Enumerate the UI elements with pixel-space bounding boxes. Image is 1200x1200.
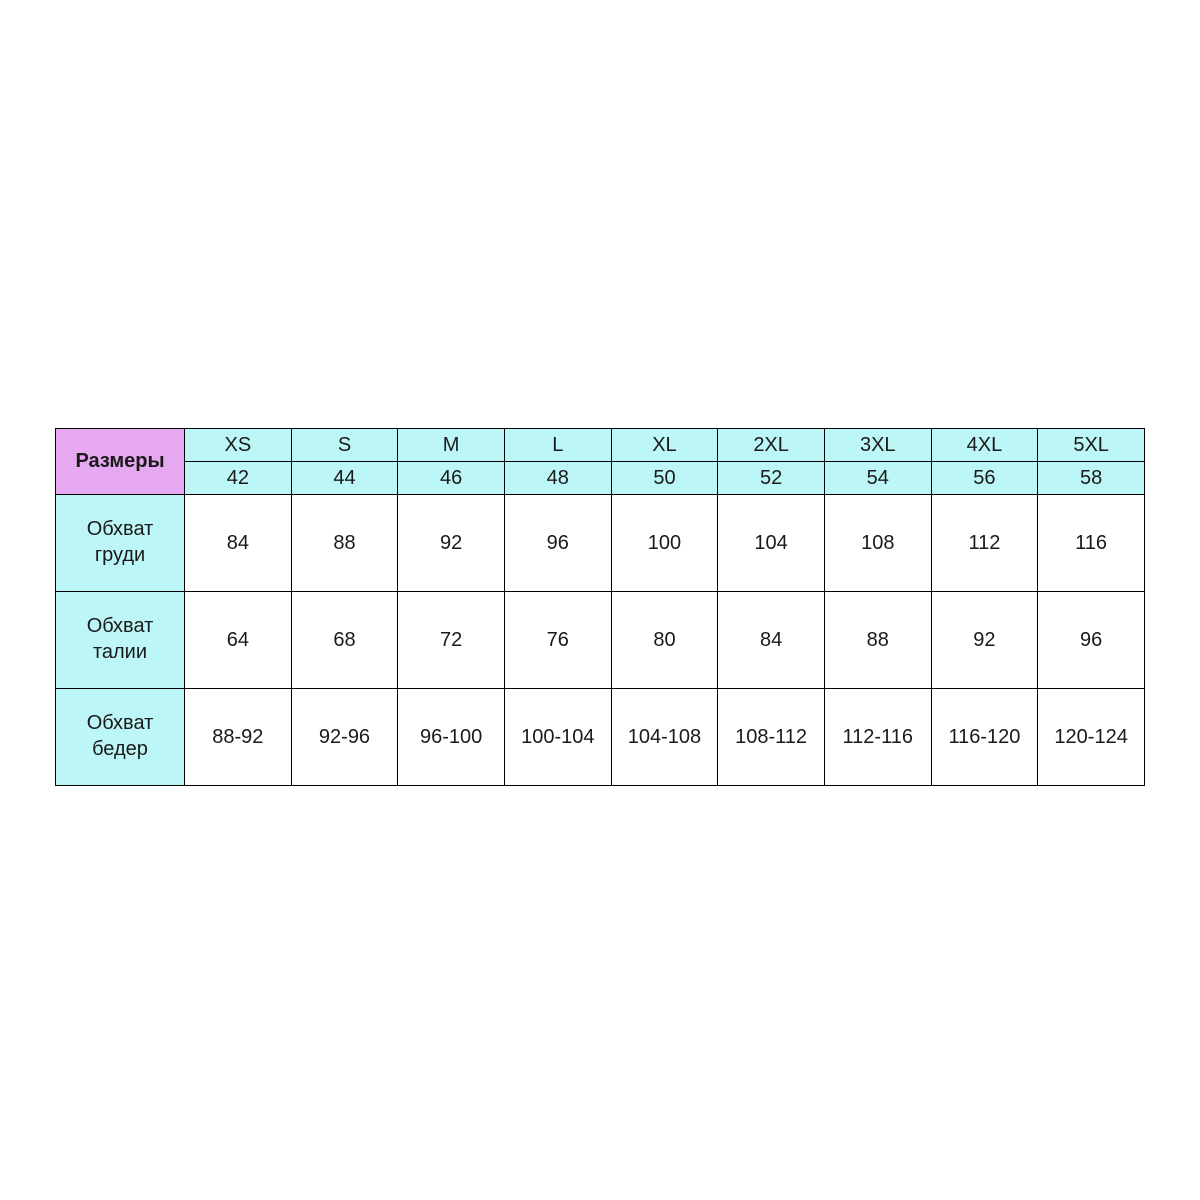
cell-chest-3xl: 108: [824, 495, 931, 592]
cell-chest-xs: 84: [185, 495, 292, 592]
size-chart-corner-header: Размеры: [56, 429, 185, 495]
row-header-hips-line1: Обхват: [86, 712, 154, 735]
cell-waist-3xl: 88: [824, 592, 931, 689]
size-number-52: 52: [718, 462, 825, 495]
cell-chest-4xl: 112: [931, 495, 1038, 592]
cell-waist-m: 72: [398, 592, 505, 689]
row-header-chest-line2: груди: [94, 544, 146, 566]
cell-chest-m: 92: [398, 495, 505, 592]
cell-waist-s: 68: [291, 592, 398, 689]
table-row-hips: [56, 689, 1145, 786]
size-letter-xl: XL: [611, 429, 718, 462]
size-chart-table: [55, 428, 1145, 786]
cell-hips-l: 100-104: [504, 689, 611, 786]
size-letter-xs: XS: [185, 429, 292, 462]
row-header-chest-line1: Обхват: [86, 518, 154, 541]
size-number-44: 44: [291, 462, 398, 495]
row-header-waist-line1: Обхват: [86, 615, 154, 638]
size-number-46: 46: [398, 462, 505, 495]
size-chart-container: [55, 428, 1145, 786]
size-letter-3xl: 3XL: [824, 429, 931, 462]
cell-hips-3xl: 112-116: [824, 689, 931, 786]
cell-hips-m: 96-100: [398, 689, 505, 786]
row-header-hips-line2: бедер: [92, 738, 148, 760]
cell-hips-xs: 88-92: [185, 689, 292, 786]
table-row-size-numbers: [56, 462, 1145, 495]
size-number-48: 48: [504, 462, 611, 495]
cell-waist-2xl: 84: [718, 592, 825, 689]
cell-waist-xs: 64: [185, 592, 292, 689]
cell-waist-xl: 80: [611, 592, 718, 689]
size-number-42: 42: [185, 462, 292, 495]
size-number-56: 56: [931, 462, 1038, 495]
size-letter-2xl: 2XL: [718, 429, 825, 462]
cell-waist-l: 76: [504, 592, 611, 689]
size-letter-4xl: 4XL: [931, 429, 1038, 462]
table-row-waist: [56, 592, 1145, 689]
cell-hips-5xl: 120-124: [1038, 689, 1145, 786]
table-row-chest: [56, 495, 1145, 592]
size-letter-5xl: 5XL: [1038, 429, 1145, 462]
size-letter-m: M: [398, 429, 505, 462]
cell-waist-4xl: 92: [931, 592, 1038, 689]
cell-hips-2xl: 108-112: [718, 689, 825, 786]
size-letter-s: S: [291, 429, 398, 462]
cell-chest-5xl: 116: [1038, 495, 1145, 592]
cell-hips-xl: 104-108: [611, 689, 718, 786]
size-number-54: 54: [824, 462, 931, 495]
row-header-waist-line2: талии: [92, 641, 148, 663]
cell-chest-s: 88: [291, 495, 398, 592]
size-number-58: 58: [1038, 462, 1145, 495]
size-number-50: 50: [611, 462, 718, 495]
cell-chest-2xl: 104: [718, 495, 825, 592]
cell-hips-s: 92-96: [291, 689, 398, 786]
row-header-waist: [56, 592, 185, 689]
cell-waist-5xl: 96: [1038, 592, 1145, 689]
table-row-size-letters: [56, 429, 1145, 462]
size-letter-l: L: [504, 429, 611, 462]
row-header-hips: [56, 689, 185, 786]
cell-chest-l: 96: [504, 495, 611, 592]
cell-hips-4xl: 116-120: [931, 689, 1038, 786]
row-header-chest: [56, 495, 185, 592]
cell-chest-xl: 100: [611, 495, 718, 592]
